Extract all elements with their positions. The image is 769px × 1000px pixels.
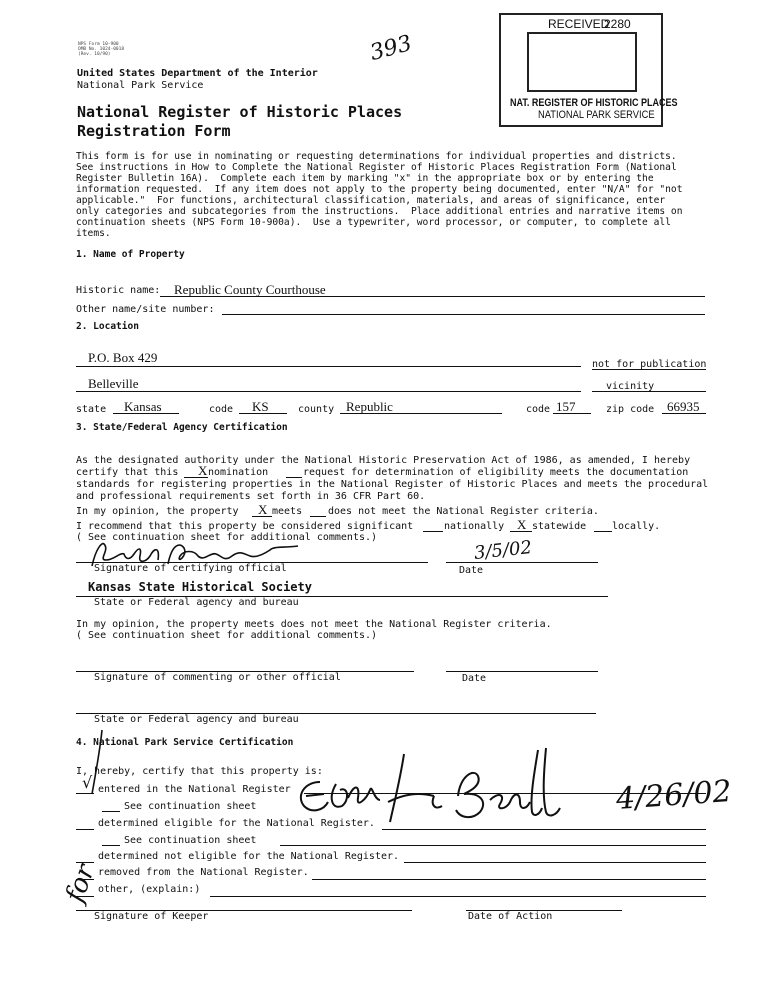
continuation-note-1: ( See continuation sheet for additional comments.) — [76, 532, 378, 543]
sig-label-2: Signature of commenting or other official — [94, 672, 341, 683]
agency-name: Kansas State Historical Society — [88, 580, 312, 594]
received-label: RECEIVED — [548, 17, 610, 31]
state-field[interactable]: Kansas — [124, 399, 162, 414]
city-field[interactable]: Belleville — [88, 376, 139, 391]
cert-line-2c: request for determination of eligibility meets the documentation — [303, 467, 689, 478]
action-date-label: Date of Action — [468, 911, 553, 922]
entered-label: entered in the National Register — [98, 784, 291, 795]
see-cont-line-2 — [280, 845, 706, 846]
nationally-blank — [423, 531, 443, 532]
keeper-sig-label: Signature of Keeper — [94, 911, 209, 922]
page-subtitle: Registration Form — [77, 122, 231, 140]
date-underline-1 — [446, 562, 598, 563]
recommend-line-d: locally. — [612, 521, 661, 532]
nomination-mark[interactable]: X — [198, 463, 208, 478]
historic-name-field[interactable]: Republic County Courthouse — [174, 282, 326, 297]
nomination-blank — [184, 477, 208, 478]
statewide-blank — [510, 531, 532, 532]
vicinity-label: vicinity — [606, 381, 655, 392]
agency-label-2: State or Federal agency and bureau — [94, 714, 299, 725]
meets-mark[interactable]: X — [258, 502, 268, 517]
stamp-line-2: NATIONAL PARK SERVICE — [538, 109, 655, 121]
page-title: National Register of Historic Places — [77, 103, 403, 121]
keeper-signature — [284, 740, 584, 830]
handwritten-number: 393 — [367, 30, 415, 67]
not-eligible-label: determined not eligible for the National Register. — [98, 851, 400, 862]
certifying-date-handwritten: 3/5/02 — [473, 537, 533, 564]
county-code-label: code — [526, 404, 551, 415]
cert-line-2b: nomination — [208, 467, 269, 478]
section-2-heading: 2. Location — [76, 321, 139, 332]
handwritten-slash — [88, 728, 118, 798]
recommend-line-a: I recommend that this property be considered significant — [76, 521, 414, 532]
county-field[interactable]: Republic — [346, 399, 393, 414]
county-code-underline — [553, 413, 591, 414]
opinion-line-a: In my opinion, the property — [76, 506, 239, 517]
section-4-heading: 4. National Park Service Certification — [76, 737, 294, 748]
eligible-label: determined eligible for the National Register. — [98, 818, 375, 829]
opinion-2: In my opinion, the property meets does not meet the National Register criteria. — [76, 619, 552, 630]
state-code-field[interactable]: KS — [252, 399, 269, 414]
historic-name-underline — [160, 296, 705, 297]
state-code-label: code — [209, 404, 234, 415]
state-underline — [113, 413, 179, 414]
continuation-note-2: ( See continuation sheet for additional comments.) — [76, 630, 378, 641]
form-meta — [78, 42, 124, 57]
county-underline — [340, 413, 502, 414]
recommend-line-c: statewide — [532, 521, 587, 532]
eligible-blank — [76, 829, 94, 830]
other-name-label: Other name/site number: — [76, 304, 215, 315]
opinion-line-c: does not meet the National Register criteria. — [328, 506, 599, 517]
received-stamp-box — [527, 32, 637, 92]
state-label: state — [76, 404, 107, 415]
section-3-heading: 3. State/Federal Agency Certification — [76, 422, 288, 433]
street-underline — [76, 366, 581, 367]
city-underline — [76, 391, 581, 392]
date-label-2: Date — [462, 673, 487, 684]
state-code-underline — [239, 413, 287, 414]
county-label: county — [298, 404, 335, 415]
meets-blank — [252, 516, 272, 517]
street-field[interactable]: P.O. Box 429 — [88, 350, 158, 365]
zip-field[interactable]: 66935 — [667, 399, 700, 414]
not-meet-blank — [310, 516, 326, 517]
entered-check-mark[interactable]: √ — [82, 773, 93, 792]
see-cont-label-2: See continuation sheet — [124, 835, 257, 846]
zip-label: zip code — [606, 404, 655, 415]
agency-label-1: State or Federal agency and bureau — [94, 597, 299, 608]
see-cont-label-1: See continuation sheet — [124, 801, 257, 812]
cert-line-1: As the designated authority under the National Historic Preservation Act of 1986, as amended, I hereby — [76, 455, 691, 466]
received-number: 2280 — [604, 17, 631, 31]
intro-paragraph: This form is for use in nominating or requesting determinations for individual properties and districts. See instructions in How to Complete the National Register of Historic Places Registration Form (National Register Bulletin 16A). Complete each item by marking "x" in the appropriate box or by entering the information requested. If any item does not apply to the property being documented, enter "N/A" for "not applicable." For functions, architectural classification, materials, and areas of significance, enter only categories and subcategories from the instructions. Place additional entries and narrative items on continuation sheets (NPS Form 10-900a). Use a typewriter, word processor, or computer, to complete all items. — [76, 151, 683, 239]
keeper-date-handwritten: 4/26/02 — [614, 774, 733, 817]
removed-label: removed from the National Register. — [98, 867, 309, 878]
form-meta-line: (Rev. 10/90) — [78, 52, 111, 57]
service: National Park Service — [77, 80, 204, 91]
other-name-underline[interactable] — [222, 314, 705, 315]
request-blank — [286, 477, 302, 478]
date-label-1: Date — [459, 565, 484, 576]
date-underline-2 — [446, 671, 598, 672]
see-cont-blank-2 — [102, 845, 120, 846]
form-meta-line: NPS Form 10-900 — [78, 42, 119, 47]
county-code-field[interactable]: 157 — [556, 399, 576, 414]
historic-name-label: Historic name: — [76, 285, 161, 296]
locally-blank — [594, 531, 612, 532]
not-for-publication: not for publication — [592, 359, 707, 370]
opinion-line-b: meets — [272, 506, 303, 517]
cert-line-2a: certify that this — [76, 467, 179, 478]
certify-statement: I, hereby, certify that this property is: — [76, 766, 323, 777]
section-1-heading: 1. Name of Property — [76, 249, 185, 260]
see-cont-blank-1 — [102, 811, 120, 812]
vicinity-underline — [592, 391, 706, 392]
cert-line-3: standards for registering properties in the National Register of Historic Places and meets the procedural — [76, 479, 709, 490]
publication-underline — [592, 369, 706, 370]
stamp-line-1: NAT. REGISTER OF HISTORIC PLACES — [510, 97, 678, 109]
other-line — [210, 896, 706, 897]
other-label: other, (explain:) — [98, 884, 201, 895]
zip-underline — [662, 413, 706, 414]
statewide-mark[interactable]: X — [517, 517, 527, 532]
keeper-initials-handwritten: for — [60, 860, 102, 907]
cert-line-4: and professional requirements set forth in 36 CFR Part 60. — [76, 491, 426, 502]
not-eligible-line — [404, 862, 706, 863]
recommend-line-b: nationally — [444, 521, 505, 532]
department: United States Department of the Interior — [77, 68, 318, 79]
sig-label-1: Signature of certifying official — [94, 563, 287, 574]
removed-line — [312, 879, 706, 880]
form-meta-line: OMB No. 1024-0018 — [78, 47, 125, 52]
